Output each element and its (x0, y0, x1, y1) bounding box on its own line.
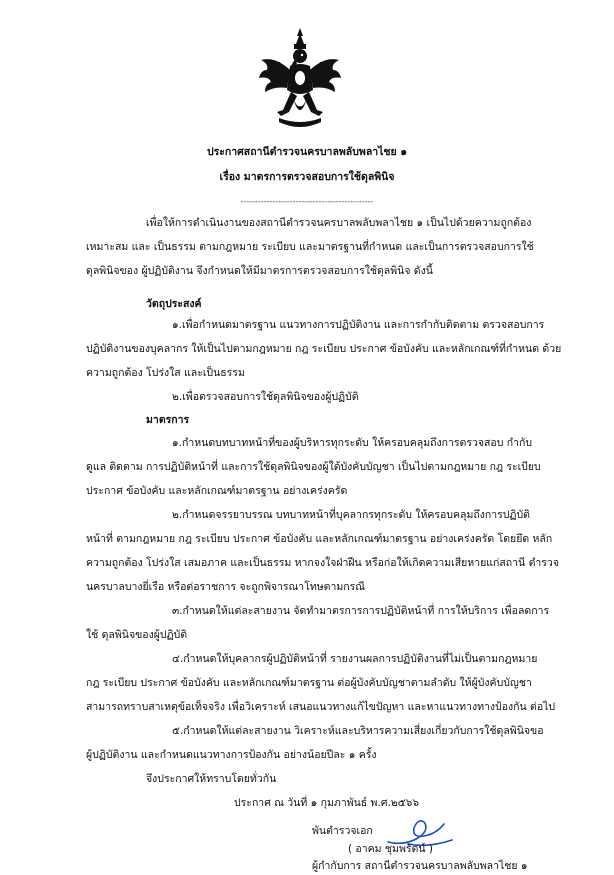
measure-line: ใช้ ดุลพินิจของผู้ปฏิบัติ (86, 629, 188, 641)
measure-line: ๓.กำหนดให้แต่ละสายงาน จัดทำมาตรการการปฏิบัติหน้าที่ การให้บริการ เพื่อลดการ (172, 605, 550, 617)
announcement-text: จึงประกาศให้ทราบโดยทั่วกัน (146, 773, 277, 785)
signer-position: ผู้กำกับการ สถานีตำรวจนครบาลพลับพลาไชย ๑ (312, 860, 528, 872)
measure-line: ๒.กำหนดจรรยาบรรณ บทบาทหน้าที่บุคลากรทุกระดับ ให้ครอบคลุมถึงการปฏิบัติ (172, 509, 530, 521)
measure-line: ๑.กำหนดบทบาทหน้าที่ของผู้บริหารทุกระดับ ให้ครอบคลุมถึงการตรวจสอบ กำกับ (172, 437, 533, 449)
measure-line: นครบาลบางยี่เรือ หรือต่อราชการ จะถูกพิจารณาโทษตามกรณี (86, 581, 366, 593)
objective-line: ปฏิบัติงานของบุคลากร ให้เป็นไปตามกฎหมาย กฎ ระเบียบ ประกาศ ข้อบังคับ และหลักเกณฑ์ที่กำหนด ด้วย (86, 343, 562, 355)
measure-line: ผู้ปฏิบัติงาน และกำหนดแนวทางการป้องกัน อย่างน้อยปีละ ๑ ครั้ง (86, 749, 377, 761)
measure-line: ๔.กำหนดให้บุคลากรผู้ปฏิบัติหน้าที่ รายงานผลการปฏิบัติงานที่ไม่เป็นตามกฎหมาย (172, 653, 538, 665)
measure-line: ดูแล ติดตาม การปฏิบัติหน้าที่ และการใช้ดุลพินิจของผู้ใต้บังคับบัญชา เป็นไปตามกฎหมาย กฎ ระเบียบ (86, 461, 541, 473)
objective-line: ๑.เพื่อกำหนดมาตรฐาน แนวทางการปฏิบัติงาน และการกำกับติดตาม ตรวจสอบการ (172, 319, 545, 331)
measure-line: กฎ ระเบียบ ประกาศ ข้อบังคับ และหลักเกณฑ์มาตรฐาน ต่อผู้บังคับบัญชาตามลำดับ ให้ผู้บังคับบัญชา (86, 677, 532, 689)
measure-line: สามารถทราบสาเหตุข้อเท็จจริง เพื่อวิเคราะห์ เสนอแนวทางแก้ไขปัญหา และหาแนวทางทางป้องกัน ต่อไป (86, 701, 556, 713)
measure-line: หน้าที่ ตามกฎหมาย กฎ ระเบียบ ประกาศ ข้อบังคับ และหลักเกณฑ์มาตรฐาน อย่างเคร่งครัด โดยยึด หลัก (86, 533, 553, 545)
announcement-date: ประกาศ ณ วันที่ ๑ กุมภาพันธ์ พ.ศ.๒๕๖๖ (234, 797, 420, 809)
objective-line: ความถูกต้อง โปร่งใส และเป็นธรรม (86, 367, 245, 379)
intro-line: เหมาะสม และ เป็นธรรม ตามกฎหมาย ระเบียบ และมาตรฐานที่กำหนด และเป็นการตรวจสอบการใช้ (86, 241, 534, 253)
signer-name: ( อาคม ชุมพรัตน์ ) (348, 843, 433, 855)
objective-line: ๒.เพื่อตรวจสอบการใช้ดุลพินิจของผู้ปฏิบัติ (172, 391, 359, 403)
document-title: ประกาศสถานีตำรวจนครบาลพลับพลาไชย ๑ (206, 146, 408, 158)
divider-line: ---------------------------------------------- (240, 197, 374, 206)
measure-line: ประกาศ ข้อบังคับ และหลักเกณฑ์มาตรฐาน อย่างเคร่งครัด (86, 485, 348, 497)
measure-line: ๕.กำหนดให้แต่ละสายงาน วิเคราะห์และบริหารความเสี่ยงเกี่ยวกับการใช้ดุลพินิจขอ (172, 725, 544, 737)
objectives-heading: วัตถุประสงค์ (146, 298, 202, 310)
document-subject: เรื่อง มาตรการตรวจสอบการใช้ดุลพินิจ (219, 171, 395, 183)
measure-line: ความถูกต้อง โปร่งใส เสมอภาค และเป็นธรรม หากจงใจฝ่าฝืน หรือก่อให้เกิดความเสียหายแก่สถานี ตำรวจ (86, 557, 559, 569)
signer-rank: พันตำรวจเอก (312, 825, 373, 837)
garuda-emblem-icon (257, 26, 343, 134)
intro-line: ดุลพินิจของ ผู้ปฏิบัติงาน จึงกำหนดให้มีมาตรการตรวจสอบการใช้ดุลพินิจ ดังนี้ (86, 265, 433, 277)
intro-line: เพื่อให้การดำเนินงานของสถานีตำรวจนครบาลพลับพลาไชย ๑ เป็นไปด้วยความถูกต้อง (146, 217, 532, 229)
measures-heading: มาตรการ (146, 414, 190, 426)
